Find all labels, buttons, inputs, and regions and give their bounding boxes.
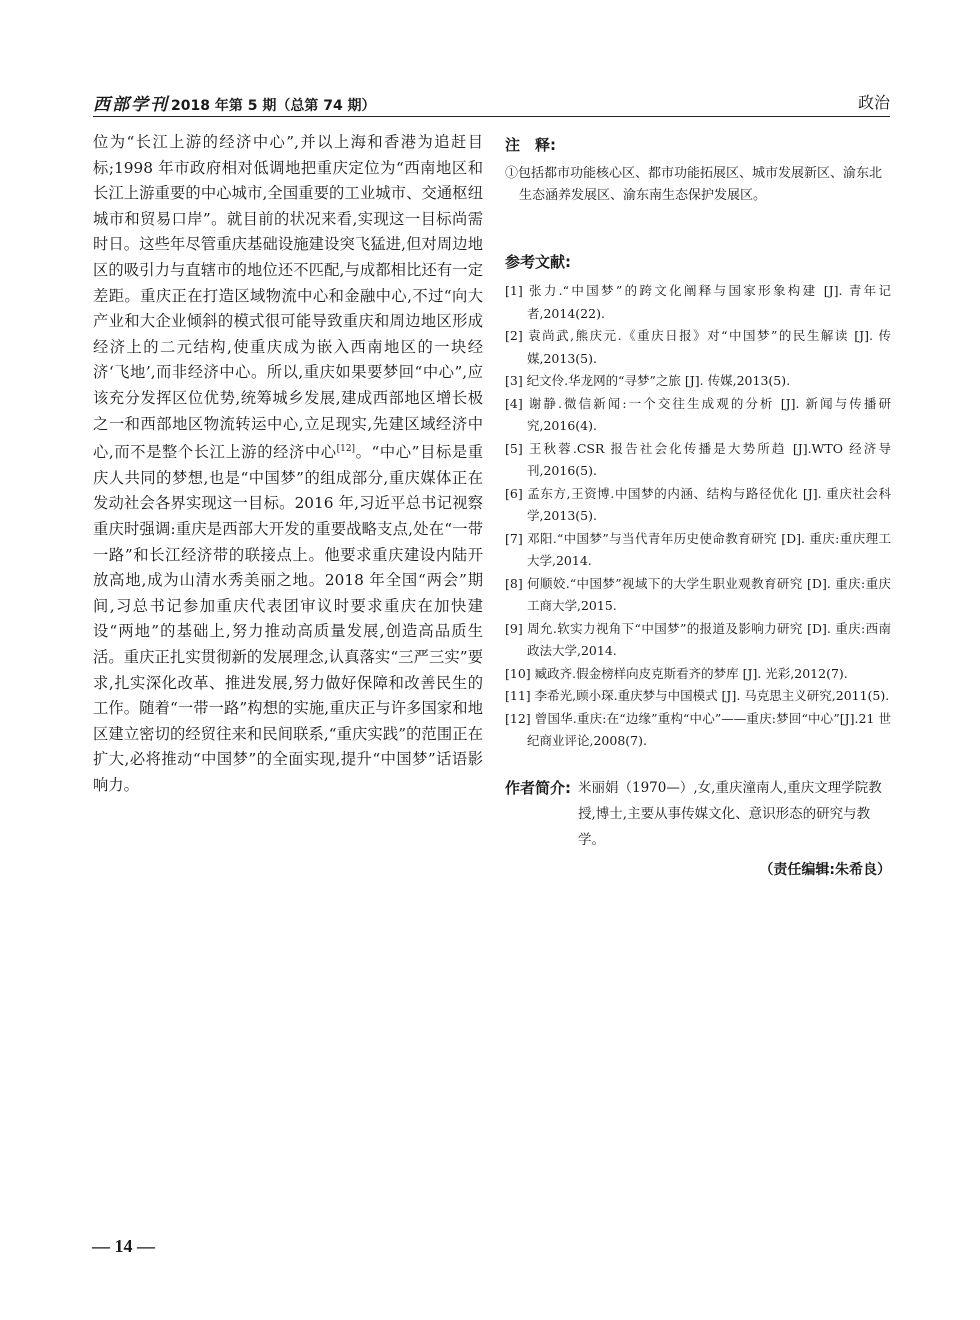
author-bio [505, 775, 891, 853]
reference-item: [3] 纪文伶.华龙网的“寻梦”之旅 [J]. 传媒,2013(5). [505, 373, 791, 388]
page-header [93, 90, 890, 116]
reference-item: [6] 孟东方,王资博.中国梦的内涵、结构与路径优化 [J]. 重庆社会科学,2013(5). [505, 485, 891, 523]
notes-column [505, 134, 891, 879]
header-rule [93, 116, 890, 117]
section-label: 政治 [857, 93, 890, 112]
reference-item: [2] 袁尚武,熊庆元.《重庆日报》对“中国梦”的民生解读 [J]. 传媒,2013(5). [505, 328, 891, 366]
journal-title [93, 90, 376, 115]
reference-item: [8] 何顺姣.“中国梦”视域下的大学生职业观教育研究 [D]. 重庆:重庆工商大学,2015. [505, 575, 891, 613]
note-item: ①包括都市功能核心区、都市功能拓展区、城市发展新区、渝东北生态涵养发展区、渝东南生态保护发展区。 [505, 166, 883, 203]
page-number: — 14 — [92, 1236, 155, 1256]
reference-item: [5] 王秋蓉.CSR 报告社会化传播是大势所趋 [J].WTO 经济导刊,2016(5). [505, 440, 891, 478]
body-text-cont: 。“中心”目标是重庆人共同的梦想,也是“中国梦”的组成部分,重庆媒体正在发动社会各界实现这一目标。2016 年,习近平总书记视察重庆时强调:重庆是西部大开发的重要战略支点,处在“一带一路”和长江经济带的联接点上。他要求重庆建设内陆开放高地,成为山清水秀美丽之地。2018 年全国“两会”期间,习总书记参加重庆代表团审议时要求重庆在加快建设“两地”的基础上,努力推动高质量发展,创造高品质生活。重庆正扎实贯彻新的发展理念,认真落实“三严三实”要求,扎实深化改革、推进发展,努力做好保障和改善民生的工作。随着“一带一路”构想的实施,重庆正与许多国家和地区建立密切的经贸往来和民间联系,“重庆实践”的范围正在扩大,必将推动“中国梦”的全面实现,提升“中国梦”话语影响力。 [93, 443, 483, 794]
notes-title: 注 释: [505, 136, 556, 154]
journal-name: 西部学刊 [93, 95, 169, 115]
reference-item: [7] 邓阳.“中国梦”与当代青年历史使命教育研究 [D]. 重庆:重庆理工大学,2014. [505, 530, 891, 568]
references-title: 参考文献: [505, 253, 571, 271]
author-text: 米丽娟（1970—）,女,重庆潼南人,重庆文理学院教授,博士,主要从事传媒文化、意识形态的研究与教学。 [578, 779, 882, 848]
responsible-editor: （责任编辑:朱希良） [759, 861, 891, 878]
reference-item: [12] 曾国华.重庆:在“边缘”重构“中心”——重庆:梦回“中心”[J].21 世纪商业评论,2008(7). [505, 710, 891, 748]
reference-item: [4] 谢静.微信新闻:一个交往生成观的分析 [J]. 新闻与传播研究,2016(4). [505, 395, 891, 433]
body-text: 位为“长江上游的经济中心”,并以上海和香港为追赶目标;1998 年市政府相对低调地把重庆定位为“西南地区和长江上游重要的中心城市,全国重要的工业城市、交通枢纽城市和贸易口岸”。就目前的状况来看,实现这一目标尚需时日。这些年尽管重庆基础设施建设突飞猛进,但对周边地区的吸引力与直辖市的地位还不匹配,与成都相比还有一定差距。重庆正在打造区域物流中心和金融中心,不过“向大产业和大企业倾斜的模式很可能导致重庆和周边地区形成经济上的二元结构,使重庆成为嵌入西南地区的一块经济‘飞地’,而非经济中心。所以,重庆如果要梦回“中心”,应该充分发挥区位优势,统筹城乡发展,建成西部地区增长极之一和西部地区物流转运中心,立足现实,先建区域经济中心,而不是整个长江上游的经济中心 [93, 133, 483, 462]
reference-item: [1] 张力.“中国梦”的跨文化阐释与国家形象构建 [J]. 青年记者,2014(22). [505, 283, 891, 321]
body-paragraph [93, 130, 483, 799]
body-column [93, 130, 483, 799]
reference-item: [9] 周允.软实力视角下“中国梦”的报道及影响力研究 [D]. 重庆:西南政法大学,2014. [505, 620, 891, 658]
author-label: 作者简介: [505, 778, 571, 797]
issue-info: 2018 年第 5 期（总第 74 期） [171, 98, 376, 114]
citation-mark: [12] [336, 444, 356, 455]
reference-item: [11] 李希光,顾小琛.重庆梦与中国模式 [J]. 马克思主义研究,2011(5). [505, 688, 890, 703]
reference-item: [10] 臧政齐.假金榜样向皮克斯看齐的梦库 [J]. 光彩,2012(7). [505, 665, 848, 681]
